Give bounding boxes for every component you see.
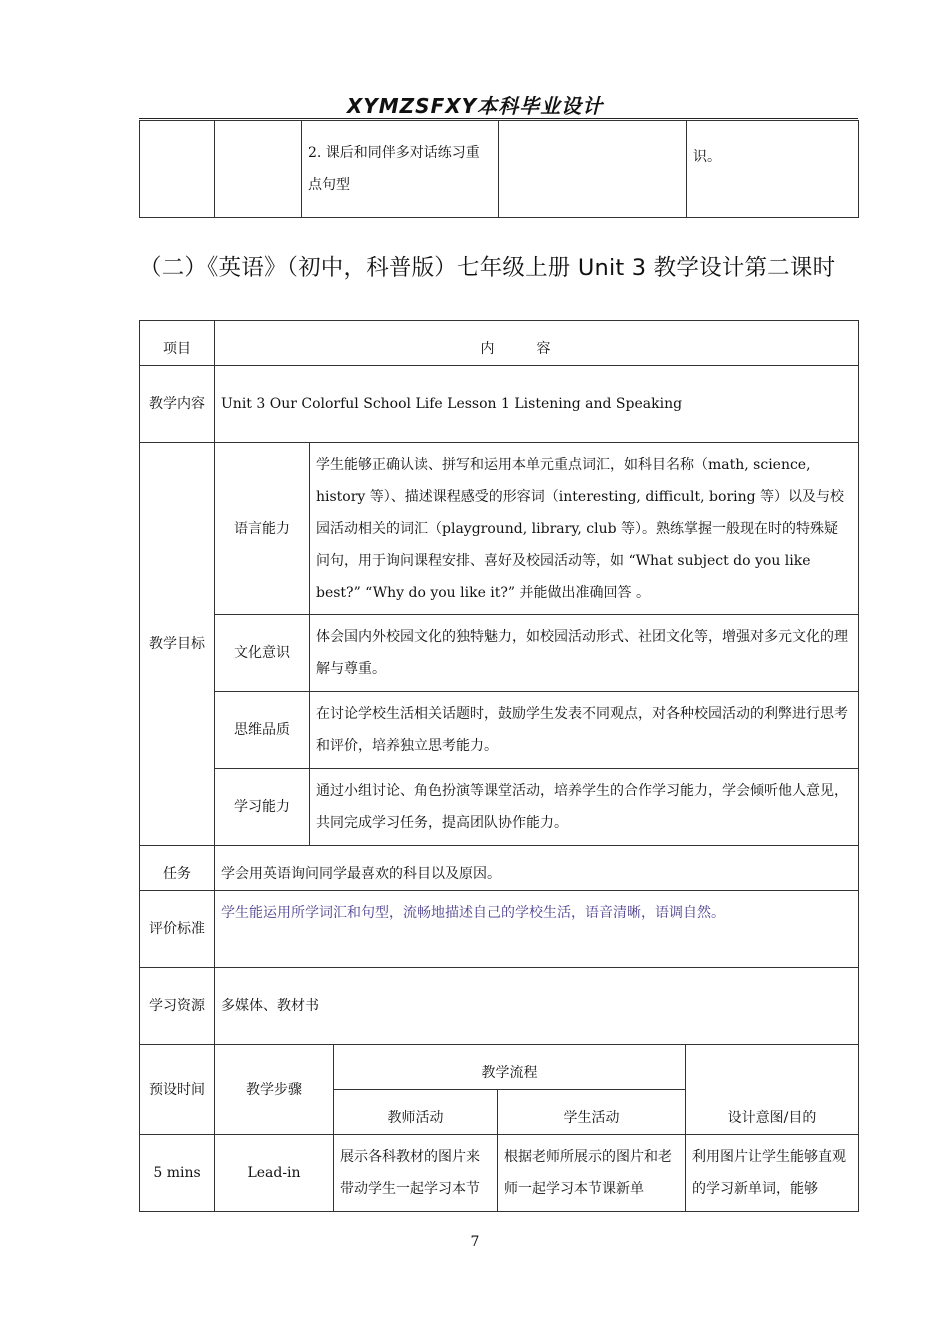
lesson-plan-table [139,320,859,1212]
table-row [140,692,859,769]
page-number: 7 [470,1234,480,1250]
section-heading: （二）《英语》（初中，科普版）七年级上册 Unit 3 教学设计第二课时 [139,255,836,281]
objective-text: 体会国内外校园文化的独特魅力，如校园活动形式、社团文化等，增强对多元文化的理解与尊重。 [310,615,859,692]
row-value: 学生能运用所学词汇和句型，流畅地描述自己的学校生活，语音清晰，语调自然。 [215,891,859,968]
table-cell [499,121,687,218]
row-label: 教学内容 [140,366,215,443]
objective-name: 学习能力 [215,769,310,846]
document-header-title: XYMZSFXY本科毕业设计 [346,94,604,118]
process-teacher: 展示各科教材的图片来带动学生一起学习本节 [334,1135,498,1212]
table-row [140,769,859,846]
row-label: 任务 [140,846,215,891]
table-row [140,366,859,443]
table-cell [215,121,302,218]
table-row [140,321,859,366]
header-cell-teacher: 教师活动 [334,1090,498,1135]
header-rule [139,118,858,119]
table-row [140,443,859,615]
table-row [140,615,859,692]
table-row [140,846,859,891]
row-label: 评价标准 [140,891,215,968]
table-cell [140,121,215,218]
header-cell-student: 学生活动 [498,1090,686,1135]
row-value: 学会用英语询问同学最喜欢的科目以及原因。 [215,846,859,891]
table-row [140,121,859,218]
objective-text: 通过小组讨论、角色扮演等课堂活动，培养学生的合作学习能力，学会倾听他人意见，共同完成学习任务，提高团队协作能力。 [310,769,859,846]
header-cell-flow: 教学流程 [334,1045,686,1090]
table-row [140,1135,859,1212]
process-student: 根据老师所展示的图片和老师一起学习本节课新单 [498,1135,686,1212]
table-row [140,968,859,1045]
header-cell-step: 教学步骤 [215,1045,334,1135]
row-value: 多媒体、教材书 [215,968,859,1045]
process-step: Lead-in [215,1135,334,1212]
header-cell-purpose: 设计意图/目的 [686,1045,859,1135]
objective-name: 思维品质 [215,692,310,769]
process-time: 5 mins [140,1135,215,1212]
row-label: 教学目标 [140,443,215,846]
table-cell: 2. 课后和同伴多对话练习重点句型 [302,121,499,218]
table-row [140,1045,859,1090]
header-cell-content: 内容 [215,321,859,366]
header-cell-item: 项目 [140,321,215,366]
objective-text: 在讨论学校生活相关话题时，鼓励学生发表不同观点，对各种校园活动的利弊进行思考和评价，培养独立思考能力。 [310,692,859,769]
objective-text: 学生能够正确认读、拼写和运用本单元重点词汇，如科目名称（math, science, history 等）、描述课程感受的形容词（interesting, difficult, boring 等）以及与校园活动相关的词汇（playground, library, club 等）。熟练掌握一般现在时的特殊疑问句，用于询问课程安排、喜好及校园活动等，如 “What subject do you like best?” “Why do you like it?” 并能做出准确回答 。 [310,443,859,615]
row-label: 学习资源 [140,968,215,1045]
objective-name: 文化意识 [215,615,310,692]
process-purpose: 利用图片让学生能够直观的学习新单词，能够 [686,1135,859,1212]
header-cell-time: 预设时间 [140,1045,215,1135]
row-value: Unit 3 Our Colorful School Life Lesson 1 Listening and Speaking [215,366,859,443]
continued-table [139,120,859,218]
table-cell: 识。 [687,121,859,218]
table-row [140,891,859,968]
objective-name: 语言能力 [215,443,310,615]
